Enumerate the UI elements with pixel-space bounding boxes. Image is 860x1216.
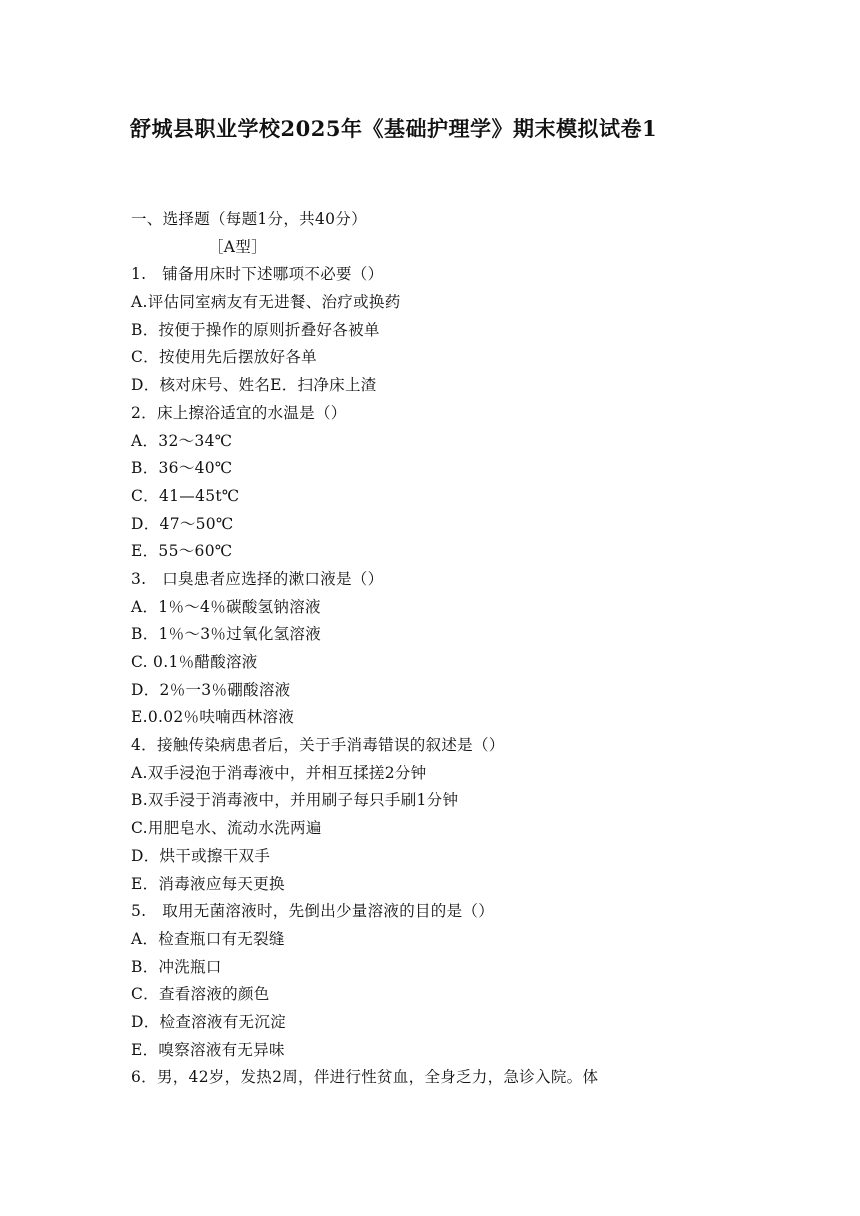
- question-option: E．消毒液应每天更换: [131, 874, 285, 893]
- question-stem: 3. 口臭患者应选择的漱口液是（）: [131, 569, 384, 588]
- question-option: E.0.02％呋喃西林溶液: [131, 708, 295, 727]
- question-option: D．47～50℃: [131, 514, 234, 533]
- question-option: D．烘干或擦干双手: [131, 846, 271, 865]
- question-stem: 2．床上擦浴适宜的水温是（）: [131, 403, 347, 422]
- exam-body: [131, 206, 751, 1092]
- question-option: C．按使用先后摆放好各单: [131, 348, 317, 367]
- question-option: C. 0.1％醋酸溶液: [131, 653, 258, 671]
- question-option: C.用肥皂水、流动水洗两遍: [131, 819, 322, 838]
- question-option: A.评估同室病友有无进餐、治疗或换药: [131, 293, 401, 312]
- exam-title: 舒城县职业学校2025年《基础护理学》期末模拟试卷1: [130, 116, 658, 141]
- question-option: B．按便于操作的原则折叠好各被单: [131, 320, 380, 339]
- question-option: D．核对床号、姓名E．扫净床上渣: [131, 376, 377, 395]
- question-stem: 4．接触传染病患者后，关于手消毒错误的叙述是（）: [131, 736, 505, 755]
- question-option: A.双手浸泡于消毒液中，并相互揉搓2分钟: [131, 763, 427, 782]
- question-option: C．41—45t℃: [131, 486, 240, 505]
- question-option: B．36～40℃: [131, 459, 233, 478]
- question-option: A．检查瓶口有无裂缝: [131, 929, 285, 948]
- question-option: A．1％～4％碳酸氢钠溶液: [131, 597, 321, 616]
- question-option: D．检查溶液有无沉淀: [131, 1012, 286, 1031]
- question-stem: 1. 铺备用床时下述哪项不必要（）: [131, 265, 384, 284]
- question-stem: 6．男，42岁，发热2周，伴进行性贫血，全身乏力，急诊入院。体: [131, 1068, 599, 1087]
- question-stem: 5. 取用无菌溶液时，先倒出少量溶液的目的是（）: [131, 902, 494, 921]
- question-option: B．冲洗瓶口: [131, 957, 222, 976]
- question-option: E．嗅察溶液有无异味: [131, 1040, 285, 1059]
- question-option: B.双手浸于消毒液中，并用刷子每只手刷1分钟: [131, 791, 459, 810]
- question-option: D．2％一3％硼酸溶液: [131, 680, 291, 699]
- question-option: B．1％～3％过氧化氢溶液: [131, 625, 322, 644]
- question-option: A．32～34℃: [131, 431, 233, 450]
- section-heading: 一、选择题（每题1分，共40分）: [131, 210, 367, 228]
- question-option: C．查看溶液的颜色: [131, 985, 270, 1004]
- question-type-label: ［A型］: [208, 237, 267, 256]
- question-option: E．55～60℃: [131, 542, 233, 561]
